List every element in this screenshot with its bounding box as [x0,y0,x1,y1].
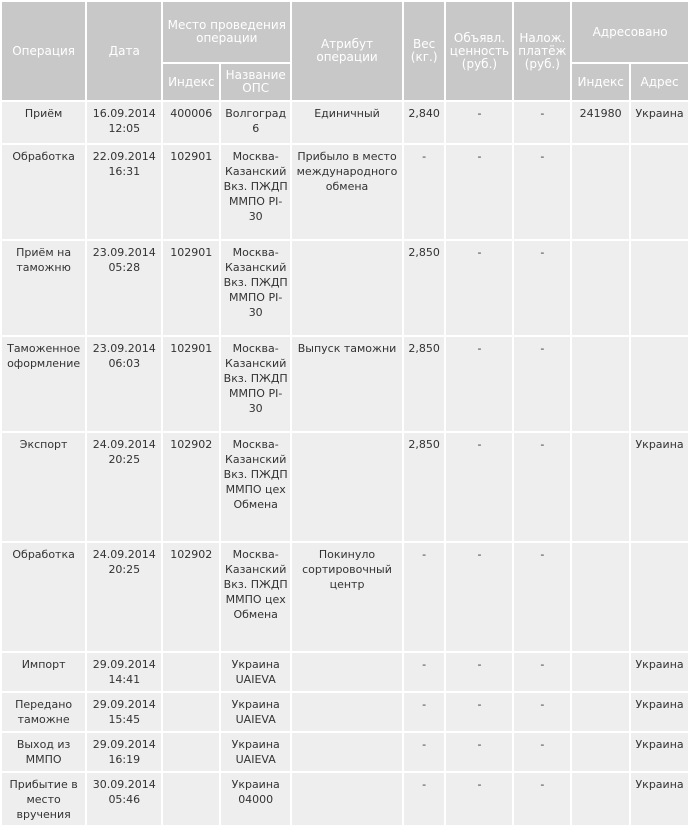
cell-weight: 2,840 [404,102,445,143]
cell-cod: - [514,733,570,771]
cell-weight: 2,850 [404,241,445,335]
cell-cod: - [514,433,570,541]
cell-operation: Приём на таможню [2,241,85,335]
cell-addr [631,145,688,239]
cell-ops-name: Украина UAIEVA [221,693,290,731]
cell-date: 29.09.2014 15:45 [87,693,161,731]
cell-addr-index [572,543,629,651]
cell-attribute: Выпуск таможни [292,337,402,431]
cell-declared-value: - [446,773,512,825]
cell-weight: - [404,733,445,771]
cell-addr: Украина [631,693,688,731]
table-row [2,102,688,143]
cell-attribute [292,693,402,731]
cell-addr-index [572,145,629,239]
cell-weight: 2,850 [404,337,445,431]
cell-index [163,693,219,731]
cell-addr-index [572,733,629,771]
table-row [2,543,688,651]
cell-index: 102901 [163,241,219,335]
cell-declared-value: - [446,733,512,771]
cell-addr: Украина [631,733,688,771]
cell-addr: Украина [631,433,688,541]
cell-operation: Выход из ММПО [2,733,85,771]
cell-operation: Обработка [2,543,85,651]
cell-ops-name: Москва-Казанский Вкз. ПЖДП ММПО цех Обмена [221,433,290,541]
cell-date: 23.09.2014 06:03 [87,337,161,431]
cell-attribute: Прибыло в место международного обмена [292,145,402,239]
cell-attribute [292,773,402,825]
cell-date: 16.09.2014 12:05 [87,102,161,143]
col-place-name-header: Название ОПС [221,64,290,100]
table-row [2,145,688,239]
cell-date: 29.09.2014 16:19 [87,733,161,771]
cell-operation: Передано таможне [2,693,85,731]
cell-cod: - [514,773,570,825]
cell-addr: Украина [631,102,688,143]
cell-date: 22.09.2014 16:31 [87,145,161,239]
table-row [2,337,688,431]
cell-index: 102901 [163,337,219,431]
cell-attribute [292,653,402,691]
cell-ops-name: Украина 04000 [221,773,290,825]
cell-weight: - [404,145,445,239]
cell-weight: - [404,693,445,731]
cell-date: 30.09.2014 05:46 [87,773,161,825]
col-operation-header: Операция [2,2,85,100]
cell-cod: - [514,241,570,335]
table-row [2,241,688,335]
cell-addr-index: 241980 [572,102,629,143]
cell-index [163,653,219,691]
cell-declared-value: - [446,433,512,541]
cell-operation: Обработка [2,145,85,239]
cell-operation: Импорт [2,653,85,691]
cell-attribute [292,433,402,541]
cell-weight: - [404,653,445,691]
cell-addr [631,337,688,431]
cell-index [163,733,219,771]
cell-cod: - [514,653,570,691]
cell-index: 400006 [163,102,219,143]
cell-date: 24.09.2014 20:25 [87,543,161,651]
cell-declared-value: - [446,337,512,431]
cell-attribute: Покинуло сортировочный центр [292,543,402,651]
table-row [2,653,688,691]
cell-declared-value: - [446,241,512,335]
col-attribute-header: Атрибут операции [292,2,402,100]
cell-ops-name: Украина UAIEVA [221,653,290,691]
cell-weight: - [404,773,445,825]
cell-declared-value: - [446,543,512,651]
col-cod-header: Налож. платёж (руб.) [514,2,570,100]
cell-addr-index [572,773,629,825]
cell-operation: Экспорт [2,433,85,541]
cell-attribute [292,241,402,335]
cell-ops-name: Москва-Казанский Вкз. ПЖДП ММПО PI-30 [221,241,290,335]
cell-addr: Украина [631,773,688,825]
col-addressed-header: Адресовано [572,2,688,62]
cell-operation: Прибытие в место вручения [2,773,85,825]
cell-addr [631,241,688,335]
cell-addr-index [572,337,629,431]
header-row-1 [2,2,688,62]
cell-addr-index [572,241,629,335]
cell-weight: 2,850 [404,433,445,541]
cell-addr: Украина [631,653,688,691]
col-place-index-header: Индекс [163,64,219,100]
cell-date: 23.09.2014 05:28 [87,241,161,335]
cell-addr [631,543,688,651]
col-date-header: Дата [87,2,161,100]
cell-declared-value: - [446,145,512,239]
cell-index: 102901 [163,145,219,239]
cell-operation: Приём [2,102,85,143]
cell-declared-value: - [446,693,512,731]
cell-operation: Таможенное оформление [2,337,85,431]
cell-cod: - [514,145,570,239]
col-place-header: Место проведения операции [163,2,290,62]
cell-index: 102902 [163,433,219,541]
col-weight-header: Вес (кг.) [404,2,445,100]
cell-cod: - [514,543,570,651]
cell-attribute [292,733,402,771]
cell-ops-name: Москва-Казанский Вкз. ПЖДП ММПО цех Обмена [221,543,290,651]
cell-index: 102902 [163,543,219,651]
cell-date: 24.09.2014 20:25 [87,433,161,541]
cell-attribute: Единичный [292,102,402,143]
cell-index [163,773,219,825]
cell-cod: - [514,102,570,143]
cell-addr-index [572,693,629,731]
cell-ops-name: Волгоград 6 [221,102,290,143]
col-addr-index-header: Индекс [572,64,629,100]
table-row [2,693,688,731]
col-addr-address-header: Адрес [631,64,688,100]
cell-ops-name: Украина UAIEVA [221,733,290,771]
cell-declared-value: - [446,102,512,143]
cell-ops-name: Москва-Казанский Вкз. ПЖДП ММПО PI-30 [221,337,290,431]
table-row [2,773,688,825]
cell-ops-name: Москва-Казанский Вкз. ПЖДП ММПО PI-30 [221,145,290,239]
col-declared-value-header: Объявл. ценность (руб.) [446,2,512,100]
cell-date: 29.09.2014 14:41 [87,653,161,691]
cell-declared-value: - [446,653,512,691]
table-row [2,733,688,771]
cell-weight: - [404,543,445,651]
cell-addr-index [572,433,629,541]
cell-addr-index [572,653,629,691]
cell-cod: - [514,693,570,731]
table-row [2,433,688,541]
cell-cod: - [514,337,570,431]
